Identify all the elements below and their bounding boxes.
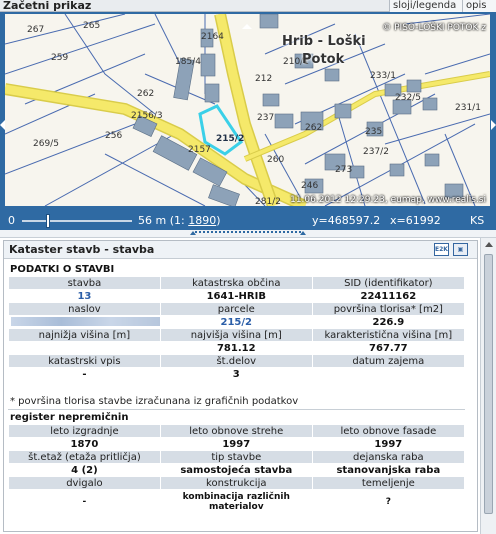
value-datum-zajema xyxy=(313,368,464,380)
label-datum-zajema: datum zajema xyxy=(313,355,464,367)
map-timestamp: 11.06.2012 12:29:23, eumap, www.realis.si xyxy=(290,195,486,205)
svg-text:215/2: 215/2 xyxy=(216,134,245,144)
svg-text:265: 265 xyxy=(83,21,101,31)
label-leto-strehe: leto obnove strehe xyxy=(161,425,312,437)
map-canvas[interactable] xyxy=(5,14,490,206)
description-button[interactable]: opis xyxy=(462,0,496,12)
svg-text:2156/3: 2156/3 xyxy=(131,111,163,121)
label-st-etaz: št.etaž (etaža pritličja) xyxy=(9,451,160,463)
svg-text:273: 273 xyxy=(335,165,353,175)
svg-text:246: 246 xyxy=(301,181,319,191)
label-leto-fasade: leto obnove fasade xyxy=(313,425,464,437)
table-row xyxy=(9,342,464,354)
panel-header xyxy=(4,241,478,259)
scale-text: 56 m (1: 1890) xyxy=(138,214,221,227)
layers-legend-button[interactable]: sloji/legenda xyxy=(389,0,462,12)
svg-text:233/1: 233/1 xyxy=(370,71,396,81)
value-sid: 22411162 xyxy=(313,290,464,302)
label-najvisja: najvišja višina [m] xyxy=(161,329,312,341)
pan-up-arrow-icon[interactable] xyxy=(242,24,252,29)
splitter-arrow-icon xyxy=(190,231,196,235)
value-naslov-redacted xyxy=(9,316,160,328)
panel-splitter[interactable] xyxy=(0,230,496,238)
redacted-address xyxy=(11,317,160,326)
label-povrsina: površina tlorisa* [m2] xyxy=(313,303,464,315)
value-st-delov: 3 xyxy=(161,368,312,380)
scroll-up-arrow-icon[interactable] xyxy=(485,242,493,247)
map-frame xyxy=(0,12,496,210)
value-ko: 1641-HRIB xyxy=(161,290,312,302)
table-row xyxy=(9,277,464,289)
svg-text:232/5: 232/5 xyxy=(395,93,421,103)
label-karakteristicna: karakteristična višina [m] xyxy=(313,329,464,341)
view-title: Začetni prikaz xyxy=(3,0,92,12)
table-row xyxy=(9,290,464,302)
pan-left-arrow-icon[interactable] xyxy=(0,120,5,130)
label-dejanska-raba: dejanska raba xyxy=(313,451,464,463)
splitter-handle[interactable] xyxy=(195,231,301,236)
zoom-slider[interactable] xyxy=(22,220,132,222)
svg-text:267: 267 xyxy=(27,25,45,35)
label-ko: katastrska občina xyxy=(161,277,312,289)
svg-text:235: 235 xyxy=(365,127,383,137)
value-povrsina: 226.9 xyxy=(313,316,464,328)
table-row xyxy=(9,303,464,315)
value-stavba-link[interactable]: 13 xyxy=(9,290,160,302)
label-st-delov: št.delov xyxy=(161,355,312,367)
building-data-table xyxy=(8,276,465,381)
svg-text:262: 262 xyxy=(305,123,323,133)
coord-x: x=61992 xyxy=(390,214,441,227)
pan-right-arrow-icon[interactable] xyxy=(491,120,496,130)
label-sid: SID (identifikator) xyxy=(313,277,464,289)
value-leto-strehe: 1997 xyxy=(161,438,312,450)
table-row xyxy=(9,477,464,489)
map-drawing xyxy=(5,14,490,206)
value-dejanska-raba: stanovanjska raba xyxy=(313,464,464,476)
svg-text:262: 262 xyxy=(137,89,155,99)
value-leto-fasade: 1997 xyxy=(313,438,464,450)
svg-text:256: 256 xyxy=(105,131,123,141)
svg-text:281/2: 281/2 xyxy=(255,197,281,206)
value-dvigalo: - xyxy=(9,490,160,514)
label-parcele: parcele xyxy=(161,303,312,315)
table-row xyxy=(9,425,464,437)
svg-text:231/1: 231/1 xyxy=(455,103,481,113)
table-row xyxy=(9,451,464,463)
coord-y: y=468597.2 xyxy=(312,214,381,227)
table-row xyxy=(9,464,464,476)
svg-text:210/1: 210/1 xyxy=(283,57,309,67)
svg-text:212: 212 xyxy=(255,74,273,84)
table-row xyxy=(9,368,464,380)
e2k-export-icon[interactable]: E2K xyxy=(434,243,449,256)
area-footnote: * površina tlorisa stavbe izračunana iz grafičnih podatkov xyxy=(10,396,299,407)
place-name-2: Potok xyxy=(302,52,345,67)
label-leto-izgradnje: leto izgradnje xyxy=(9,425,160,437)
svg-text:237: 237 xyxy=(257,113,275,123)
value-leto-izgradnje: 1870 xyxy=(9,438,160,450)
svg-text:260: 260 xyxy=(267,155,285,165)
value-konstrukcija: kombinacija različnih materialov xyxy=(161,490,312,514)
svg-text:185/4: 185/4 xyxy=(175,57,201,67)
table-row xyxy=(9,355,464,367)
info-panel xyxy=(3,240,478,532)
value-katastrski-vpis: - xyxy=(9,368,160,380)
scale-min: 0 xyxy=(8,214,15,227)
place-name-1: Hrib - Loški xyxy=(282,34,366,49)
map-copyright: © PISO-LOŠKI POTOK z xyxy=(382,23,486,33)
label-naslov: naslov xyxy=(9,303,160,315)
table-row xyxy=(9,438,464,450)
value-karakteristicna: 767.77 xyxy=(313,342,464,354)
svg-text:269/5: 269/5 xyxy=(33,139,59,149)
label-dvigalo: dvigalo xyxy=(9,477,160,489)
section-building-data: PODATKI O STAVBI xyxy=(10,264,115,275)
label-tip-stavbe: tip stavbe xyxy=(161,451,312,463)
value-najnizja xyxy=(9,342,160,354)
svg-text:259: 259 xyxy=(51,53,69,63)
map-header xyxy=(0,0,496,12)
svg-text:2157: 2157 xyxy=(188,145,211,155)
scale-bar xyxy=(0,210,496,230)
scale-denominator-link[interactable]: 1890 xyxy=(188,214,217,227)
panel-title: Kataster stavb - stavba xyxy=(9,243,155,256)
value-parcele-link[interactable]: 215/2 xyxy=(161,316,312,328)
crs-label: KS xyxy=(470,214,485,227)
label-katastrski-vpis: katastrski vpis xyxy=(9,355,160,367)
section-real-estate-register: register nepremičnin xyxy=(10,412,129,423)
zoom-slider-knob[interactable] xyxy=(46,214,50,228)
label-stavba: stavba xyxy=(9,277,160,289)
print-icon[interactable]: ▣ xyxy=(453,243,468,256)
svg-text:2164: 2164 xyxy=(201,32,224,42)
panel-scrollbar[interactable] xyxy=(480,238,496,534)
table-row xyxy=(9,490,464,514)
label-temeljenje: temeljenje xyxy=(313,477,464,489)
divider xyxy=(8,409,465,410)
label-konstrukcija: konstrukcija xyxy=(161,477,312,489)
table-row xyxy=(9,329,464,341)
value-najvisja: 781.12 xyxy=(161,342,312,354)
table-row xyxy=(9,316,464,328)
svg-text:237/2: 237/2 xyxy=(363,147,389,157)
label-najnizja: najnižja višina [m] xyxy=(9,329,160,341)
value-tip-stavbe: samostojeća stavba xyxy=(161,464,312,476)
register-table xyxy=(8,424,465,515)
scroll-thumb[interactable] xyxy=(484,254,493,514)
value-temeljenje: ? xyxy=(313,490,464,514)
value-st-etaz: 4 (2) xyxy=(9,464,160,476)
splitter-arrow-icon xyxy=(300,231,306,235)
